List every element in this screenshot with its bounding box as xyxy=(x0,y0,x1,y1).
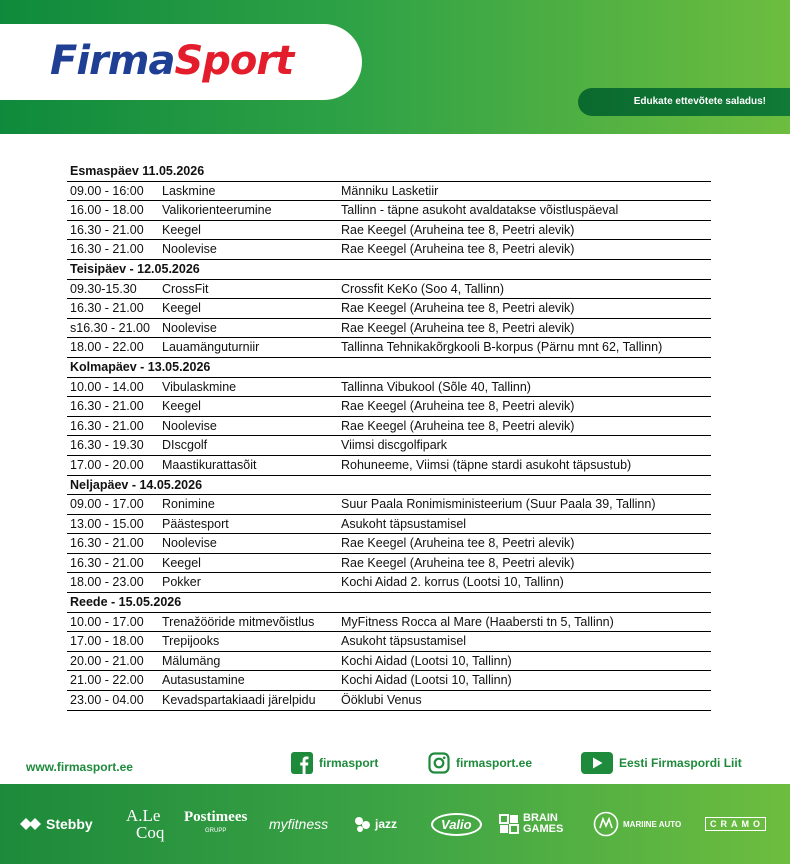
website-link[interactable]: www.firmasport.ee xyxy=(26,760,133,774)
sponsor-jazz[interactable] xyxy=(353,784,397,864)
event-name: Trenažööride mitmevõistlus xyxy=(162,614,315,629)
event-name: Noolevise xyxy=(162,320,217,335)
event-location: Rae Keegel (Aruheina tee 8, Peetri alevik) xyxy=(341,418,575,433)
stebby-label: Stebby xyxy=(46,816,93,832)
sponsor-alecoq[interactable] xyxy=(122,784,164,864)
event-time: 16.30 - 21.00 xyxy=(70,399,144,414)
event-location: Tallinna Vibukool (Sõle 40, Tallinn) xyxy=(341,379,531,394)
event-location: Tallinn - täpne asukoht avaldatakse võistluspäeval xyxy=(341,203,619,218)
event-row xyxy=(67,495,711,515)
event-time: 20.00 - 21.00 xyxy=(70,653,144,668)
event-row xyxy=(67,573,711,593)
logo-sport-text: Sport xyxy=(174,38,294,84)
event-location: Kochi Aidad 2. korrus (Lootsi 10, Tallinn) xyxy=(341,575,564,590)
sponsor-myfitness[interactable] xyxy=(269,784,328,864)
event-row xyxy=(67,515,711,535)
instagram-link[interactable] xyxy=(428,752,532,774)
event-time: 16.30 - 21.00 xyxy=(70,536,144,551)
event-location: Tallinna Tehnikakõrgkooli B-korpus (Pärnu mnt 62, Tallinn) xyxy=(341,340,663,355)
event-row xyxy=(67,456,711,476)
sponsor-braingames[interactable] xyxy=(499,784,563,864)
day-header: Neljapäev - 14.05.2026 xyxy=(67,476,711,496)
event-name: Noolevise xyxy=(162,242,217,257)
event-time: 16.30 - 21.00 xyxy=(70,222,144,237)
event-location: Männiku Lasketiir xyxy=(341,183,439,198)
event-name: Pokker xyxy=(162,575,201,590)
event-name: Keegel xyxy=(162,399,201,414)
event-name: Valikorienteerumine xyxy=(162,203,272,218)
event-location: Suur Paala Ronimisministeerium (Suur Paala 39, Tallinn) xyxy=(341,497,656,512)
event-time: 16.30 - 21.00 xyxy=(70,555,144,570)
event-name: Trepijooks xyxy=(162,634,220,649)
event-row xyxy=(67,221,711,241)
event-row xyxy=(67,378,711,398)
event-time: 10.00 - 17.00 xyxy=(70,614,144,629)
event-time: 18.00 - 22.00 xyxy=(70,340,144,355)
sponsor-cramo[interactable] xyxy=(705,784,766,864)
jazz-label: jazz xyxy=(375,817,398,831)
event-row xyxy=(67,554,711,574)
cramo-label: CRAMO xyxy=(705,817,766,831)
event-time: 13.00 - 15.00 xyxy=(70,516,144,531)
event-name: Ronimine xyxy=(162,497,215,512)
firmasport-logo[interactable] xyxy=(50,36,293,86)
event-time: 16.00 - 18.00 xyxy=(70,203,144,218)
alecoq-bottom: Coq xyxy=(136,823,165,842)
event-time: 17.00 - 18.00 xyxy=(70,634,144,649)
braingames-line2: GAMES xyxy=(523,823,564,835)
youtube-label: Eesti Firmaspordi Liit xyxy=(619,756,742,770)
mariine-icon xyxy=(593,811,619,837)
event-location: Rae Keegel (Aruheina tee 8, Peetri alevik) xyxy=(341,320,575,335)
event-row xyxy=(67,397,711,417)
event-row xyxy=(67,417,711,437)
event-name: Noolevise xyxy=(162,418,217,433)
facebook-link[interactable] xyxy=(291,752,378,774)
instagram-icon xyxy=(428,752,450,774)
postimees-label: Postimees xyxy=(184,809,248,825)
event-location: Rae Keegel (Aruheina tee 8, Peetri alevik) xyxy=(341,399,575,414)
event-name: Autasustamine xyxy=(162,673,245,688)
braingames-line1: BRAIN xyxy=(523,812,558,824)
event-time: 16.30 - 21.00 xyxy=(70,418,144,433)
braingames-text xyxy=(523,813,563,835)
event-location: Rae Keegel (Aruheina tee 8, Peetri alevik) xyxy=(341,301,575,316)
facebook-icon xyxy=(291,752,313,774)
event-location: Rae Keegel (Aruheina tee 8, Peetri alevik) xyxy=(341,222,575,237)
sponsor-postimees[interactable] xyxy=(184,784,247,864)
event-location: Rae Keegel (Aruheina tee 8, Peetri alevik) xyxy=(341,536,575,551)
event-row xyxy=(67,652,711,672)
logo-firma-text: Firma xyxy=(50,38,175,84)
valio-badge xyxy=(431,813,482,836)
event-time: 16.30 - 19.30 xyxy=(70,438,144,453)
event-time: 09.00 - 16:00 xyxy=(70,183,144,198)
myfitness-label: myfitness xyxy=(269,816,329,832)
event-row xyxy=(67,613,711,633)
brain-icon xyxy=(499,814,519,834)
instagram-label: firmasport.ee xyxy=(456,756,533,770)
event-time: 09.00 - 17.00 xyxy=(70,497,144,512)
event-row xyxy=(67,338,711,358)
day-header: Teisipäev - 12.05.2026 xyxy=(67,260,711,280)
event-row xyxy=(67,671,711,691)
event-location: Kochi Aidad (Lootsi 10, Tallinn) xyxy=(341,653,512,668)
sponsor-stebby[interactable] xyxy=(20,784,93,864)
valio-label: Valio xyxy=(441,816,472,832)
event-row xyxy=(67,182,711,202)
schedule-table xyxy=(67,162,711,711)
event-name: Päästesport xyxy=(162,516,229,531)
event-row xyxy=(67,201,711,221)
event-location: Viimsi discgolfipark xyxy=(341,438,448,453)
event-time: 09.30-15.30 xyxy=(70,281,137,296)
sponsors-footer xyxy=(0,784,790,864)
event-time: 16.30 - 21.00 xyxy=(70,301,144,316)
event-time: 23.00 - 04.00 xyxy=(70,693,144,708)
event-row xyxy=(67,299,711,319)
event-location: Kochi Aidad (Lootsi 10, Tallinn) xyxy=(341,673,512,688)
event-time: 10.00 - 14.00 xyxy=(70,379,144,394)
event-time: 16.30 - 21.00 xyxy=(70,242,144,257)
event-location: Rae Keegel (Aruheina tee 8, Peetri alevik) xyxy=(341,242,575,257)
event-name: Keegel xyxy=(162,222,201,237)
event-row xyxy=(67,436,711,456)
day-header: Reede - 15.05.2026 xyxy=(67,593,711,613)
event-location: Ööklubi Venus xyxy=(341,693,422,708)
facebook-label: firmasport xyxy=(319,756,379,770)
postimees-sub: GRUPP xyxy=(204,828,227,834)
event-name: Vibulaskmine xyxy=(162,379,237,394)
stebby-icon xyxy=(20,815,42,833)
event-location: MyFitness Rocca al Mare (Haabersti tn 5, Tallinn) xyxy=(341,614,614,629)
sponsor-mariine[interactable] xyxy=(593,784,681,864)
event-name: Keegel xyxy=(162,555,201,570)
alecoq-top: A.Le xyxy=(125,806,161,825)
slogan: Edukate ettevõtete saladus! xyxy=(578,88,790,116)
event-location: Crossfit KeKo (Soo 4, Tallinn) xyxy=(341,281,505,296)
event-name: Lauamänguturniir xyxy=(162,340,260,355)
contacts-bar xyxy=(0,748,790,782)
event-name: Noolevise xyxy=(162,536,217,551)
event-name: Laskmine xyxy=(162,183,216,198)
event-row xyxy=(67,240,711,260)
event-time: s16.30 - 21.00 xyxy=(70,320,150,335)
youtube-icon xyxy=(581,752,613,774)
event-time: 21.00 - 22.00 xyxy=(70,673,144,688)
day-header: Esmaspäev 11.05.2026 xyxy=(67,162,711,182)
event-row xyxy=(67,319,711,339)
event-name: Mälumäng xyxy=(162,653,221,668)
mariine-label: MARIINE AUTO xyxy=(623,819,682,829)
event-name: Maastikurattasõit xyxy=(162,457,257,472)
event-name: CrossFit xyxy=(162,281,209,296)
jazz-icon xyxy=(353,814,373,834)
event-location: Asukoht täpsustamisel xyxy=(341,634,467,649)
event-time: 17.00 - 20.00 xyxy=(70,457,144,472)
event-location: Rohuneeme, Viimsi (täpne stardi asukoht täpsustub) xyxy=(341,457,632,472)
event-name: Keegel xyxy=(162,301,201,316)
event-row xyxy=(67,691,711,711)
event-location: Asukoht täpsustamisel xyxy=(341,516,467,531)
event-row xyxy=(67,632,711,652)
sponsor-valio[interactable] xyxy=(431,784,482,864)
day-header: Kolmapäev - 13.05.2026 xyxy=(67,358,711,378)
event-location: Rae Keegel (Aruheina tee 8, Peetri alevik) xyxy=(341,555,575,570)
event-row xyxy=(67,280,711,300)
event-name: Kevadspartakiaadi järelpidu xyxy=(162,693,316,708)
header-banner xyxy=(0,0,790,134)
event-name: DIscgolf xyxy=(162,438,208,453)
event-row xyxy=(67,534,711,554)
youtube-link[interactable] xyxy=(581,752,742,774)
event-time: 18.00 - 23.00 xyxy=(70,575,144,590)
